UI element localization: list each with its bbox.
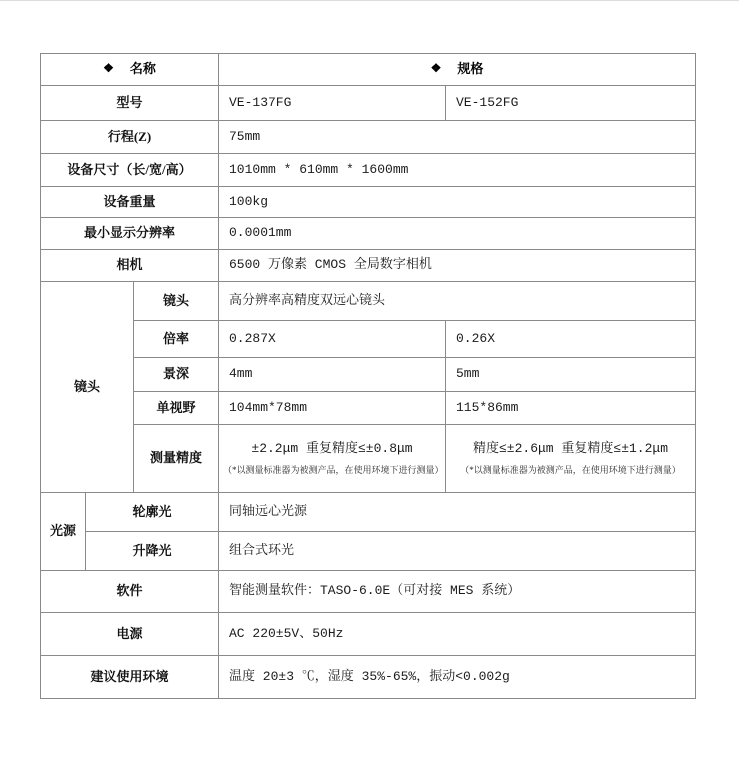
accuracy-value-1-note: （*以测量标准器为被测产品，在使用环境下进行测量） [223,464,444,475]
header-spec-cell [219,54,696,86]
software-label: 软件 [41,571,219,613]
lens-sub-label: 镜头 [134,282,219,321]
table-row-fov [41,392,696,425]
size-label: 设备尺寸（长/宽/高） [41,154,219,187]
spec-table [40,53,696,699]
fov-label: 单视野 [134,392,219,425]
lens-value: 高分辨率高精度双远心镜头 [219,282,696,321]
table-row-lift-light [41,532,696,571]
magnification-value-1: 0.287X [219,321,446,358]
model-value-2: VE-152FG [446,86,696,121]
table-row-weight [41,187,696,218]
table-row-software [41,571,696,613]
size-value: 1010mm * 610mm * 1600mm [219,154,696,187]
resolution-value: 0.0001mm [219,218,696,250]
table-row-contour-light [41,493,696,532]
accuracy-value-2-note: （*以测量标准器为被测产品，在使用环境下进行测量） [460,464,681,475]
depth-value-1: 4mm [219,358,446,392]
accuracy-value-1-main: ±2.2μm 重复精度≤±0.8μm [251,441,413,457]
light-group-label: 光源 [41,493,86,571]
diamond-bullet-icon: ❖ [103,61,114,76]
header-spec-label: 规格 [457,61,484,77]
software-value: 智能测量软件：TASO-6.0E（可对接 MES 系统） [219,571,696,613]
accuracy-value-1 [219,425,446,493]
depth-label: 景深 [134,358,219,392]
table-row-header [41,54,696,86]
lift-light-label: 升降光 [86,532,219,571]
fov-value-1: 104mm*78mm [219,392,446,425]
page-top-edge [0,0,739,1]
header-name-cell [41,54,219,86]
accuracy-value-2-main: 精度≤±2.6μm 重复精度≤±1.2μm [472,441,669,457]
fov-value-2: 115*86mm [446,392,696,425]
table-row-magnification [41,321,696,358]
lift-light-value: 组合式环光 [219,532,696,571]
magnification-value-2: 0.26X [446,321,696,358]
contour-light-value: 同轴远心光源 [219,493,696,532]
contour-light-label: 轮廓光 [86,493,219,532]
table-row-environment [41,656,696,699]
model-label: 型号 [41,86,219,121]
travel-label: 行程(Z) [41,121,219,154]
power-value: AC 220±5V、50Hz [219,613,696,656]
magnification-label: 倍率 [134,321,219,358]
camera-label: 相机 [41,250,219,282]
depth-value-2: 5mm [446,358,696,392]
table-row-accuracy [41,425,696,493]
environment-value: 温度 20±3 ℃，湿度 35%-65%，振动<0.002g [219,656,696,699]
table-row-depth [41,358,696,392]
power-label: 电源 [41,613,219,656]
table-row-power [41,613,696,656]
weight-label: 设备重量 [41,187,219,218]
table-row-size [41,154,696,187]
model-value-1: VE-137FG [219,86,446,121]
accuracy-value-2 [446,425,696,493]
accuracy-label: 测量精度 [134,425,219,493]
diamond-bullet-icon: ❖ [430,61,442,76]
table-row-travel [41,121,696,154]
travel-value: 75mm [219,121,696,154]
weight-value: 100kg [219,187,696,218]
table-row-model [41,86,696,121]
table-row-resolution [41,218,696,250]
header-name-label: 名称 [129,61,156,77]
resolution-label: 最小显示分辨率 [41,218,219,250]
environment-label: 建议使用环境 [41,656,219,699]
lens-group-label: 镜头 [41,282,134,493]
camera-value: 6500 万像素 CMOS 全局数字相机 [219,250,696,282]
table-row-camera [41,250,696,282]
table-row-lens [41,282,696,321]
